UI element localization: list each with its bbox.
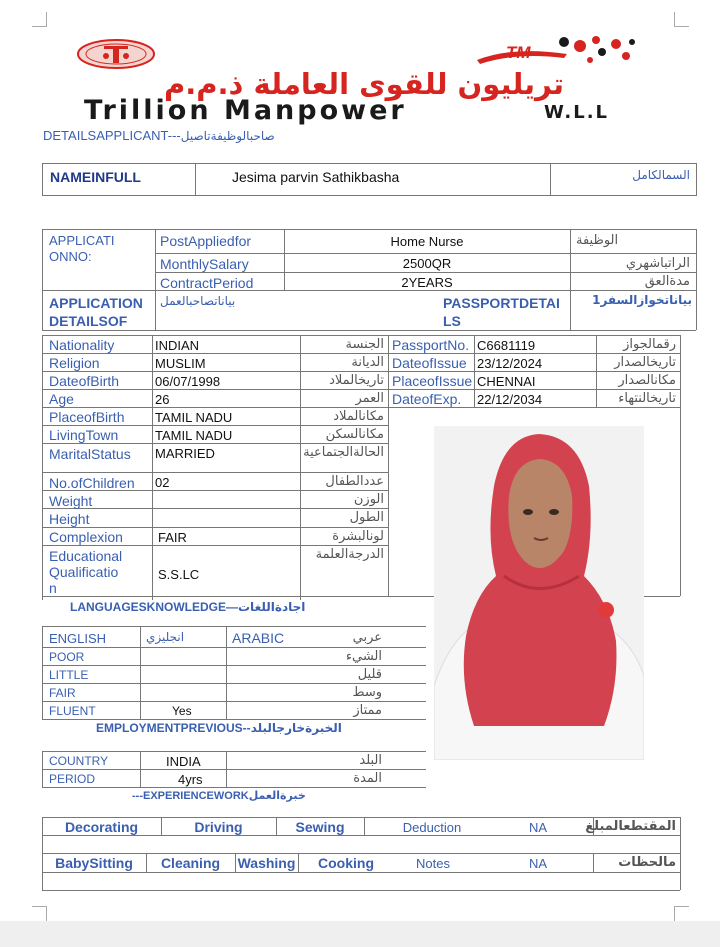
date-of-expiry-value: 22/12/2034: [477, 392, 543, 407]
employment-title: [96, 721, 342, 735]
corner-mark-top-left: [32, 12, 47, 27]
notes-value: NA: [528, 856, 548, 871]
application-number-label: APPLICATI ONNO:: [49, 233, 115, 264]
notes-label: Notes: [416, 856, 450, 871]
skill-sewing: Sewing: [295, 819, 345, 835]
experience-title-arabic: خبرةالعمل: [248, 789, 306, 802]
marital-status-value: MARRIED: [155, 446, 215, 461]
religion-arabic: الديانة: [351, 355, 384, 370]
date-of-issue-arabic: تاريخالصدار: [614, 355, 676, 370]
place-of-birth-arabic: مكانالملاد: [333, 409, 384, 424]
level-fluent-english: Yes: [172, 704, 192, 718]
living-town-label: LivingTown: [49, 427, 119, 443]
arabic-header-arabic: عربي: [352, 630, 382, 645]
passport-details-arabic: بياناتخوازالسفر1: [592, 293, 692, 307]
post-applied-value: Home Nurse: [390, 234, 464, 249]
age-label: Age: [49, 391, 74, 407]
place-of-birth-value: TAMIL NADU: [155, 410, 233, 425]
religion-value: MUSLIM: [155, 356, 206, 371]
place-of-birth-label: PlaceofBirth: [49, 409, 125, 425]
employment-title-label: EMPLOYMENTPREVIOUS--: [96, 721, 251, 735]
deduction-label: Deduction: [402, 820, 462, 835]
passport-no-label: PassportNo.: [392, 337, 470, 353]
marital-status-arabic: الحالةالجتماعية: [303, 445, 384, 460]
passport-details-label: PASSPORTDETAI LS: [443, 295, 560, 329]
nationality-arabic: الجنسة: [345, 337, 384, 352]
applicant-portrait-icon: [434, 426, 644, 760]
nationality-value: INDIAN: [155, 338, 200, 353]
employment-title-arabic: الخبرةخارجالبلد: [250, 721, 342, 735]
corner-mark-bottom-right: [674, 906, 689, 921]
country-label: COUNTRY: [49, 754, 109, 768]
level-poor-label: POOR: [49, 650, 85, 664]
height-label: Height: [49, 511, 90, 527]
level-fluent-arabic: ممتاز: [353, 703, 382, 718]
corner-mark-top-right: [674, 12, 689, 27]
children-arabic: عددالطفال: [325, 474, 384, 489]
languages-title-arabic: اجادةاللغات: [238, 600, 306, 614]
deduction-arabic: المقتطعالمبلغ: [585, 819, 676, 834]
applicant-photo: [434, 426, 644, 760]
place-of-issue-arabic: مكانالصدار: [618, 373, 676, 388]
english-header-arabic: انجليزي: [146, 630, 185, 644]
period-value: 4yrs: [178, 772, 203, 787]
country-arabic: البلد: [359, 753, 382, 768]
skill-cleaning: Cleaning: [160, 855, 221, 871]
passport-no-arabic: رقمالجواز: [623, 337, 676, 352]
corner-mark-bottom-left: [32, 906, 47, 921]
date-of-issue-label: DateofIssue: [392, 355, 467, 371]
nationality-label: Nationality: [49, 337, 115, 353]
skill-driving: Driving: [194, 819, 243, 835]
level-fair-label: FAIR: [49, 686, 76, 700]
section-title: [43, 128, 275, 143]
tm-mark: TM: [506, 43, 531, 62]
education-label: Educational Qualificatio n: [49, 548, 123, 596]
complexion-value: FAIR: [158, 530, 187, 545]
monthly-salary-arabic: الراتباشهري: [625, 256, 690, 271]
section-title-arabic: صاحبالوظيفةتاصيل: [180, 129, 275, 143]
passport-no-value: C6681119: [477, 338, 536, 353]
age-value: 26: [155, 392, 170, 407]
marital-status-label: MaritalStatus: [49, 446, 131, 462]
skill-decorating: Decorating: [64, 819, 139, 835]
viewer-bottom-bar: [0, 921, 720, 947]
monthly-salary-value: 2500QR: [402, 256, 452, 271]
brand-english-name: Trillion Manpower: [84, 95, 407, 126]
weight-label: Weight: [49, 493, 93, 509]
living-town-value: TAMIL NADU: [155, 428, 233, 443]
date-of-issue-value: 23/12/2024: [477, 356, 543, 371]
languages-title: [70, 600, 305, 614]
deduction-value: NA: [528, 820, 548, 835]
name-label: NAMEINFULL: [50, 169, 141, 185]
age-arabic: العمر: [355, 391, 384, 406]
education-value: S.S.LC: [158, 567, 200, 582]
level-fluent-label: FLUENT: [49, 704, 96, 718]
education-arabic: الدرجةالعلمة: [315, 547, 384, 562]
brand-suffix: W.L.L: [544, 102, 610, 123]
level-poor-arabic: الشيء: [345, 649, 382, 664]
children-value: 02: [155, 475, 170, 490]
height-arabic: الطول: [349, 510, 384, 525]
brand-arabic-name: تريليون للقوى العاملة ذ.م.م: [164, 67, 564, 101]
arabic-header: ARABIC: [232, 630, 285, 646]
english-header: ENGLISH: [49, 631, 107, 646]
post-applied-arabic: الوظيفة: [576, 233, 619, 248]
experience-title: [132, 789, 306, 802]
date-of-expiry-label: DateofExp.: [392, 391, 462, 407]
dob-value: 06/07/1998: [155, 374, 221, 389]
section-title-label: DETAILSAPPLICANT---: [43, 128, 181, 143]
monthly-salary-label: MonthlySalary: [160, 256, 249, 272]
place-of-issue-value: CHENNAI: [477, 374, 536, 389]
children-label: No.ofChildren: [49, 475, 135, 491]
dob-arabic: تاريخالملاد: [329, 373, 384, 388]
contract-period-label: ContractPeriod: [160, 275, 254, 291]
complexion-label: Complexion: [49, 529, 123, 545]
skill-cooking: Cooking: [318, 855, 374, 871]
place-of-issue-label: PlaceofIssue: [392, 373, 473, 389]
languages-title-label: LANGUAGESKNOWLEDGE—: [70, 600, 238, 614]
employer-details-arabic: بياناتصاحبالعمل: [160, 294, 236, 308]
post-applied-label: PostAppliedfor: [160, 233, 252, 249]
name-value: Jesima parvin Sathikbasha: [232, 169, 400, 185]
level-fair-arabic: وسط: [352, 685, 382, 700]
company-emblem-icon: [76, 38, 156, 70]
skill-babysitting: BabySitting: [55, 855, 133, 871]
name-arabic: السمالكامل: [632, 168, 690, 182]
dob-label: DateofBirth: [49, 373, 120, 389]
contract-period-arabic: مدةالعق: [644, 274, 690, 289]
application-details-label: APPLICATION DETAILSOF: [49, 295, 143, 329]
level-little-arabic: قليل: [357, 667, 382, 682]
skill-washing: Washing: [237, 855, 296, 871]
contract-period-value: 2YEARS: [401, 275, 453, 290]
country-value: INDIA: [166, 754, 201, 769]
experience-title-label: ---EXPERIENCEWORK: [132, 790, 249, 802]
level-little-label: LITTLE: [49, 668, 89, 682]
complexion-arabic: لونالبشرة: [332, 529, 384, 544]
date-of-expiry-arabic: تاريخالنتهاء: [618, 391, 676, 406]
weight-arabic: الوزن: [353, 492, 384, 507]
notes-arabic: مالحظات: [618, 855, 676, 870]
living-town-arabic: مكانالسكن: [325, 427, 384, 442]
period-arabic: المدة: [353, 771, 382, 786]
religion-label: Religion: [49, 355, 100, 371]
period-label: PERIOD: [49, 772, 96, 786]
